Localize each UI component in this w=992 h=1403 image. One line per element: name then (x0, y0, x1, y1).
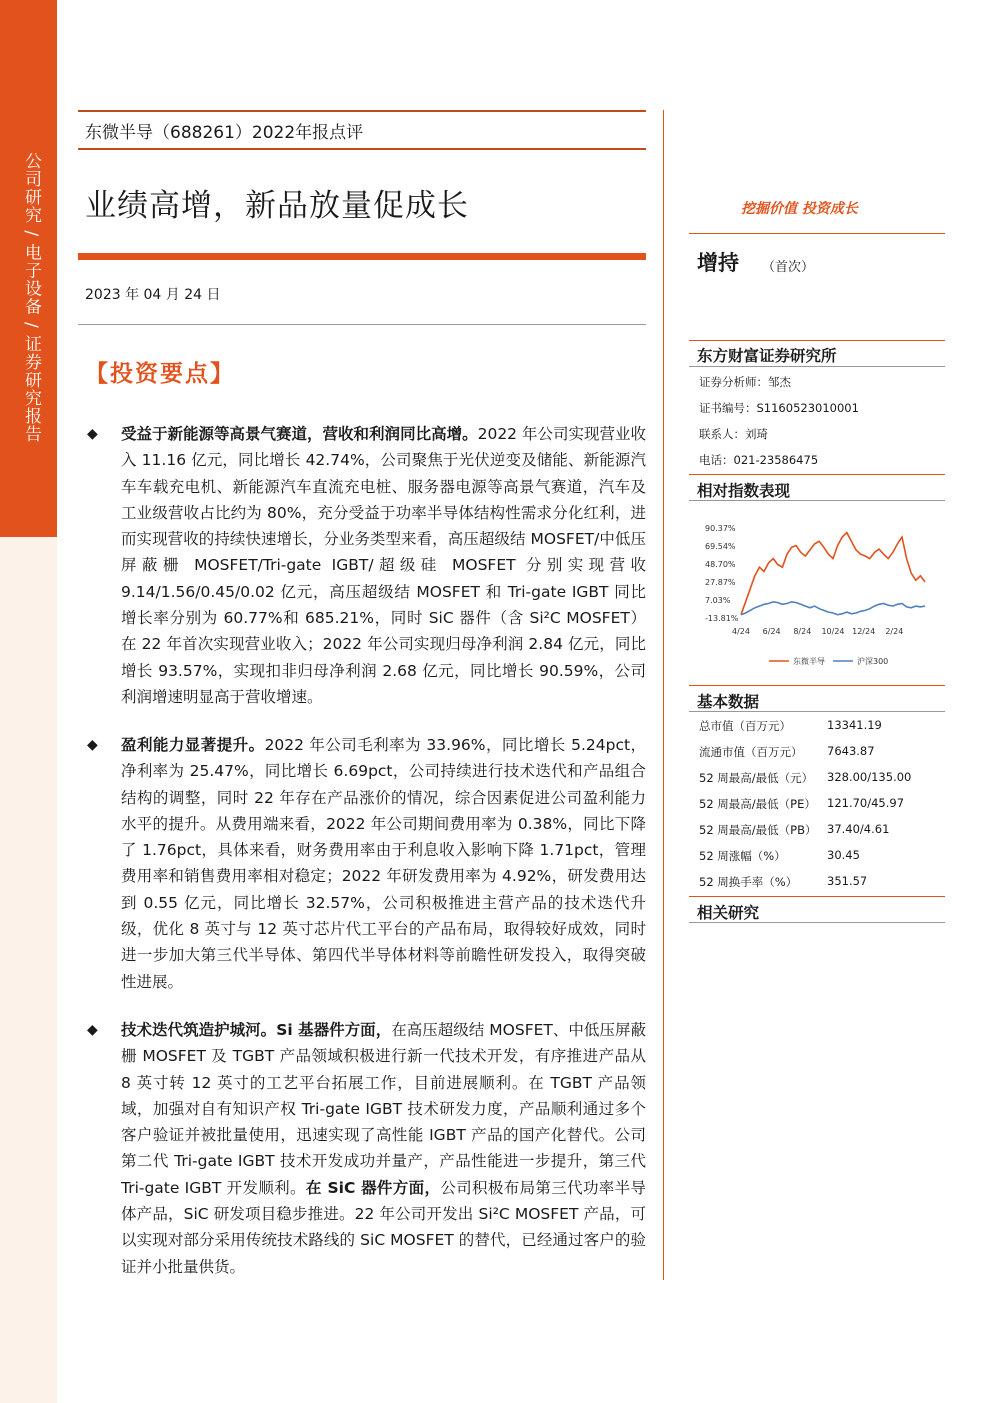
bullet-heading: 盈利能力显著提升。 (121, 736, 265, 754)
change-52w-label: 52 周涨幅（%） (699, 849, 786, 863)
rating-top-rule (689, 233, 945, 234)
basic-data-title: 基本数据 (697, 693, 760, 711)
bullet-paragraph-3 (87, 1017, 646, 1280)
slogan: 挖掘价值 投资成长 (741, 201, 858, 217)
y-tick-label: 27.87% (705, 577, 736, 587)
price-range-label: 52 周最高/最低（元） (699, 771, 814, 785)
sidebar-category-label: 公司研究 / 电子设备 / 证券研究报告 (21, 152, 41, 444)
pb-range-value: 37.40/4.61 (827, 822, 890, 836)
pe-range-label: 52 周最高/最低（PE） (699, 797, 816, 811)
float-market-cap-value: 7643.87 (827, 744, 875, 758)
float-market-cap-label: 流通市值（百万元） (699, 745, 803, 759)
rating: 增持 (697, 251, 739, 275)
y-tick-label: 7.03% (705, 595, 731, 605)
x-tick-label: 6/24 (762, 627, 781, 636)
diamond-bullet-icon: ◆ (87, 1022, 98, 1038)
bullet-paragraph-2 (87, 732, 646, 995)
series-line-hs300 (741, 602, 925, 615)
legend-label-hs300: 沪深300 (857, 657, 889, 666)
institution-name: 东方财富证券研究所 (697, 347, 837, 365)
chart-top-rule (689, 474, 945, 475)
bullet-heading: 技术迭代筑造护城河。Si 基器件方面， (121, 1021, 392, 1039)
column-divider (663, 110, 664, 1280)
total-market-cap-value: 13341.19 (827, 718, 882, 732)
header-top-rule (78, 110, 646, 112)
y-tick-label: 90.37% (705, 524, 736, 533)
report-title: 业绩高增，新品放量促成长 (85, 188, 469, 224)
bullet-text-2: 公司积极布局第三代功率半导体产品，SiC 研发项目稳步推进。22 年公司开发出 Si²C MOSFET 产品，可以实现对部分采用传统技术路线的 SiC MOSFET 的替代，已经通过客户的验证并小批量供货。 (121, 1178, 646, 1276)
rating-note: （首次） (762, 260, 815, 275)
y-tick-label: 48.70% (705, 559, 736, 569)
bullet-subheading: 在 SiC 器件方面， (305, 1178, 441, 1197)
x-tick-label: 12/24 (852, 627, 876, 636)
turnover-52w-value: 351.57 (827, 874, 868, 888)
bullet-text: 2022 年公司毛利率为 33.96%，同比增长 5.24pct，净利率为 25.47%，同比增长 6.69pct，公司持续进行技术迭代和产品组合结构的调整，同时 22 年存在产品涨价的情况，综合因素促进公司盈利能力水平的提升。从费用端来看，2022 年公司期间费用率为 0.38%，同比下降了 1.76pct，具体来看，财务费用率由于利息收入影响下降 1.71pct，管理费用率和销售费用率相对稳定；2022 年研发费用率为 4.92%，研发费用达到 0.55 亿元，同比增长 32.57%，公司积极推进主营产品的技术迭代升级，优化 8 英寸与 12 英寸芯片代工平台的产品布局，取得较好成效，同时进一步加大第三代半导体、第四代半导体材料等前瞻性研发投入，取得突破性进展。 (121, 736, 646, 991)
basic-title-rule (689, 711, 945, 712)
institution-top-rule (689, 340, 945, 341)
report-subtitle: 东微半导（688261）2022年报点评 (85, 123, 364, 143)
section-title: 【投资要点】 (85, 361, 235, 387)
chart-title: 相对指数表现 (697, 482, 791, 500)
bullet-text: 2022 年公司实现营业收入 11.16 亿元，同比增长 42.74%，公司聚焦于光伏逆变及储能、新能源汽车车载充电机、新能源汽车直流充电桩、服务器电源等高景气赛道，汽车及工业级营收占比约为 80%，充分受益于功率半导体结构性需求分化红利，进而实现营收的持续快速增长，分业务类型来看，高压超级结 MOSFET/中低压屏蔽栅 MOSFET/Tri-gate IGBT/超级硅 MOSFET 分别实现营收 9.14/1.56/0.45/0.02 亿元，高压超级结 MOSFET 和 Tri-gate IGBT 同比增长率分别为 60.77%和 685.21%，同时 SiC 器件（含 Si²C MOSFET）在 22 年首次实现营业收入；2022 年公司实现归母净利润 2.84 亿元，同比增长 93.57%，实现扣非归母净利润 2.68 亿元，同比增长 90.59%，公司利润增速明显高于营收增速。 (121, 425, 646, 706)
pe-range-value: 121.70/45.97 (827, 796, 905, 810)
change-52w-value: 30.45 (827, 848, 860, 862)
y-tick-label: -13.81% (705, 614, 739, 623)
bullet-paragraph-1 (87, 421, 646, 710)
diamond-bullet-icon: ◆ (87, 737, 98, 753)
basic-top-rule (689, 685, 945, 686)
turnover-52w-label: 52 周换手率（%） (699, 875, 798, 889)
title-bar (78, 253, 646, 260)
x-tick-label: 8/24 (793, 627, 812, 636)
relative-index-chart (689, 510, 945, 675)
analyst-name: 证券分析师：邹杰 (699, 375, 791, 389)
report-date: 2023 年 04 月 24 日 (85, 287, 221, 303)
related-title-rule (689, 922, 945, 923)
pb-range-label: 52 周最高/最低（PB） (699, 823, 817, 837)
legend-label-dongwei: 东微半导 (793, 657, 825, 666)
bullet-text: 在高压超级结 MOSFET、中低压屏蔽栅 MOSFET 及 TGBT 产品领域积极进行新一代技术开发，有序推进产品从 8 英寸转 12 英寸的工艺平台拓展工作，目前进展顺利。在 TGBT 产品领域，加强对自有知识产权 Tri-gate IGBT 技术研发力度，产品顺利通过多个客户验证并被批量使用，迅速实现了高性能 IGBT 产品的国产化替代。公司第二代 Tri-gate IGBT 技术开发成功并量产，产品性能进一步提升，第三代 Tri-gate IGBT 开发顺利。 (121, 1021, 646, 1197)
related-top-rule (689, 896, 945, 897)
phone-number: 电话：021-23586475 (699, 453, 819, 467)
chart-title-rule (689, 500, 945, 501)
series-line-dongwei (741, 533, 925, 615)
x-tick-label: 4/24 (732, 627, 750, 636)
related-research-title: 相关研究 (697, 904, 760, 922)
price-range-value: 328.00/135.00 (827, 770, 912, 784)
x-tick-label: 10/24 (821, 627, 845, 636)
institution-rule (689, 366, 945, 367)
bullet-heading: 受益于新能源等高景气赛道，营收和利润同比高增。 (121, 425, 478, 443)
total-market-cap-label: 总市值（百万元） (699, 719, 791, 733)
contact-person: 联系人：刘琦 (699, 427, 768, 441)
date-rule (78, 324, 646, 325)
x-tick-label: 2/24 (885, 627, 904, 636)
y-tick-label: 69.54% (705, 541, 736, 551)
certificate-number: 证书编号：S1160523010001 (699, 401, 859, 415)
diamond-bullet-icon: ◆ (87, 426, 98, 442)
header-subtitle-rule (78, 148, 646, 150)
